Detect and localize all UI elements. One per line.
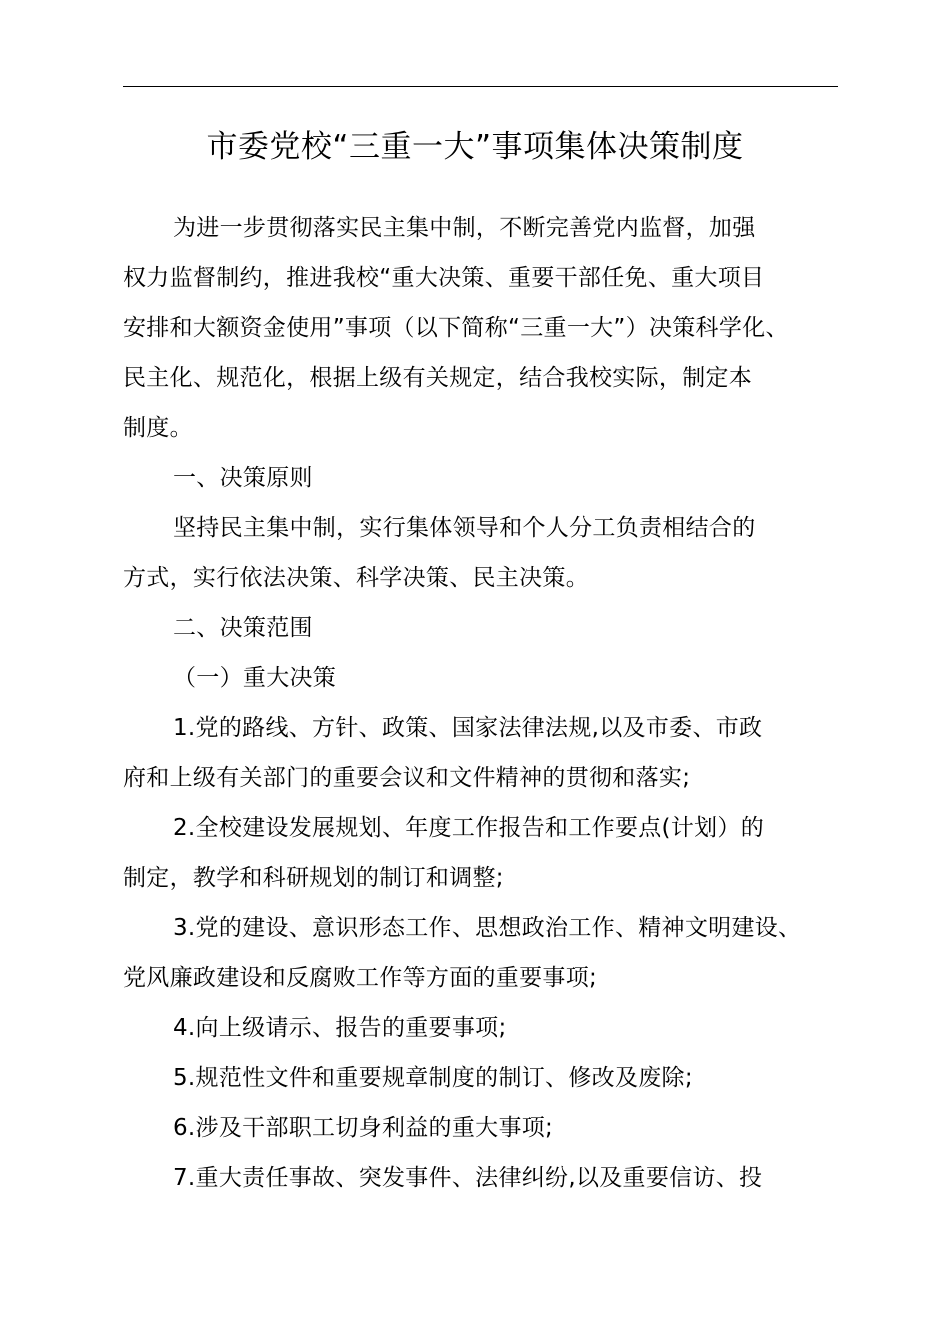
- list-item: 2.全校建设发展规划、年度工作报告和工作要点(计划）的: [173, 815, 765, 841]
- paragraph-line: 制度。: [123, 415, 193, 441]
- list-item: 7.重大责任事故、突发事件、法律纠纷,以及重要信访、投: [173, 1165, 763, 1191]
- paragraph-line: 坚持民主集中制，实行集体领导和个人分工负责相结合的: [173, 515, 756, 541]
- paragraph-line: 权力监督制约，推进我校“重大决策、重要干部任免、重大项目: [123, 265, 765, 291]
- list-item-continuation: 制定，教学和科研规划的制订和调整;: [123, 865, 504, 891]
- section-heading: 二、决策范围: [173, 615, 313, 641]
- paragraph-line: 民主化、规范化，根据上级有关规定，结合我校实际，制定本: [123, 365, 753, 391]
- paragraph-line: 方式，实行依法决策、科学决策、民主决策。: [123, 565, 589, 591]
- paragraph-line: 为进一步贯彻落实民主集中制，不断完善党内监督，加强: [173, 215, 756, 241]
- section-heading: 一、决策原则: [173, 465, 313, 491]
- list-item: 3.党的建设、意识形态工作、思想政治工作、精神文明建设、: [173, 915, 802, 941]
- paragraph-line: 安排和大额资金使用”事项（以下简称“三重一大”）决策科学化、: [123, 315, 789, 341]
- subsection-heading: （一）重大决策: [173, 665, 337, 691]
- list-item: 4.向上级请示、报告的重要事项;: [173, 1015, 507, 1041]
- list-item-continuation: 党风廉政建设和反腐败工作等方面的重要事项;: [123, 965, 598, 991]
- header-rule: [123, 86, 838, 87]
- document-body: [123, 203, 843, 1203]
- list-item: 6.涉及干部职工切身利益的重大事项;: [173, 1115, 554, 1141]
- document-title: 市委党校“三重一大”事项集体决策制度: [206, 129, 744, 165]
- list-item: 1.党的路线、方针、政策、国家法律法规,以及市委、市政: [173, 715, 763, 741]
- list-item-continuation: 府和上级有关部门的重要会议和文件精神的贯彻和落实;: [123, 765, 691, 791]
- list-item: 5.规范性文件和重要规章制度的制订、修改及废除;: [173, 1065, 693, 1091]
